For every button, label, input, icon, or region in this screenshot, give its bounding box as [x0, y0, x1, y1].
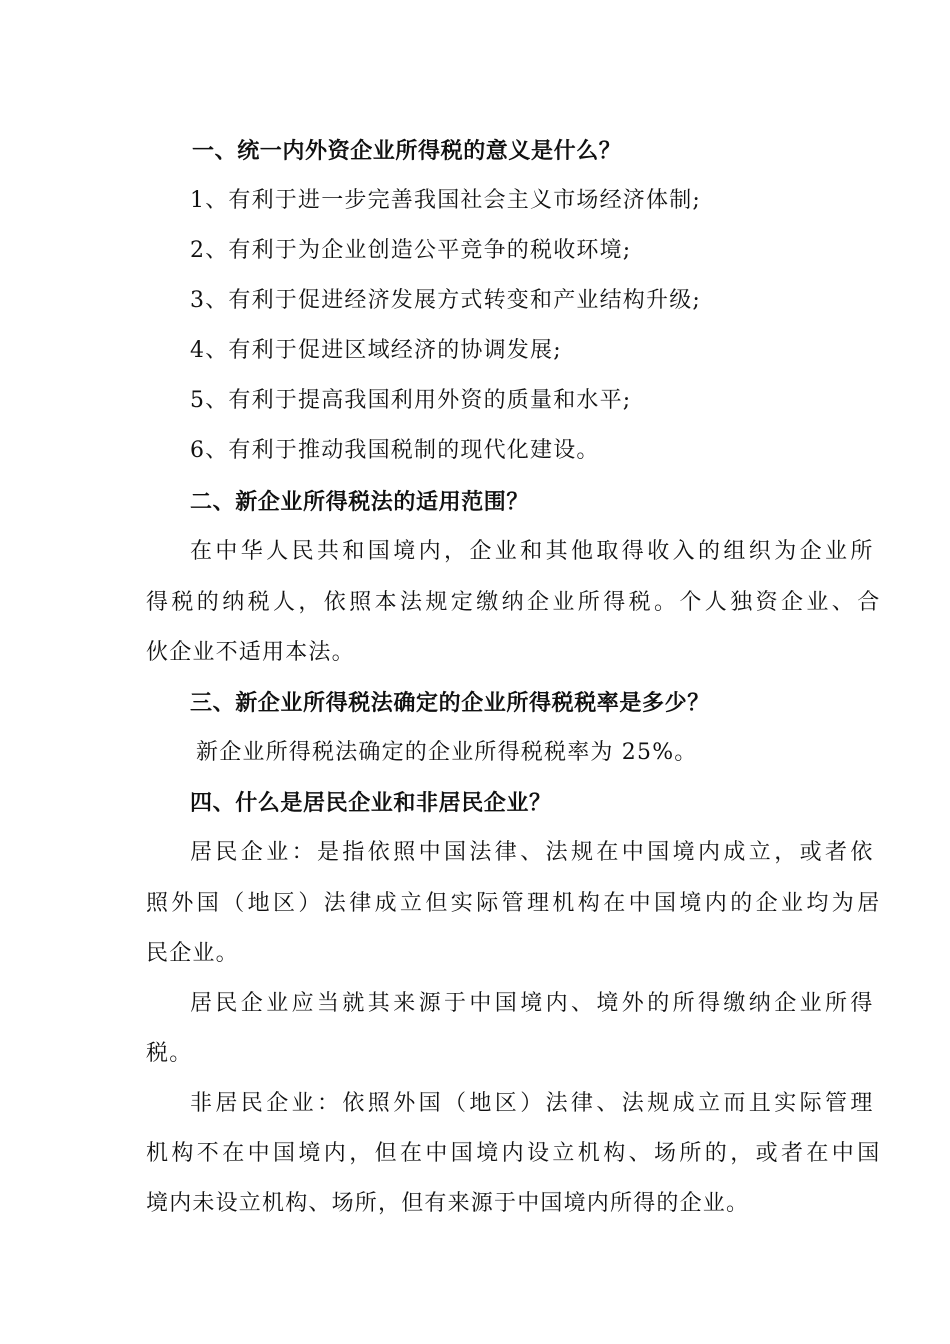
section-1-item-2: 2、有利于为企业创造公平竞争的税收环境; — [190, 238, 632, 263]
section-3-answer: 新企业所得税法确定的企业所得税税率为 25%。 — [196, 740, 698, 765]
section-3-heading: 三、新企业所得税法确定的企业所得税税率是多少？ — [190, 690, 710, 716]
section-1-item-3: 3、有利于促进经济发展方式转变和产业结构升级; — [190, 288, 702, 313]
section-4-p1-line-1: 居民企业：是指依照中国法律、法规在中国境内成立，或者依 — [190, 840, 876, 865]
section-1-item-6: 6、有利于推动我国税制的现代化建设。 — [190, 438, 600, 463]
section-4-p3-line-3: 境内未设立机构、场所，但有来源于中国境内所得的企业。 — [146, 1191, 750, 1216]
section-1-item-5: 5、有利于提高我国利用外资的质量和水平; — [190, 388, 632, 413]
section-2-line-1: 在中华人民共和国境内，企业和其他取得收入的组织为企业所 — [190, 539, 876, 564]
section-2-heading: 二、新企业所得税法的适用范围？ — [190, 489, 530, 515]
section-4-p3-line-2: 机构不在中国境内，但在中国境内设立机构、场所的，或者在中国 — [146, 1141, 883, 1166]
section-4-p1-line-3: 民企业。 — [146, 941, 239, 966]
section-4-p1-line-2: 照外国（地区）法律成立但实际管理机构在中国境内的企业均为居 — [146, 891, 883, 916]
section-4-p2-line-2: 税。 — [146, 1041, 193, 1066]
section-2-line-3: 伙企业不适用本法。 — [146, 640, 355, 665]
section-4-heading: 四、什么是居民企业和非居民企业？ — [190, 790, 552, 816]
section-2-line-2: 得税的纳税人，依照本法规定缴纳企业所得税。个人独资企业、合 — [146, 590, 883, 615]
section-1-heading: 一、统一内外资企业所得税的意义是什么？ — [192, 138, 622, 164]
section-4-p2-line-1: 居民企业应当就其来源于中国境内、境外的所得缴纳企业所得 — [190, 991, 876, 1016]
section-1-item-4: 4、有利于促进区域经济的协调发展; — [190, 338, 562, 363]
section-1-item-1: 1、有利于进一步完善我国社会主义市场经济体制; — [190, 188, 702, 213]
section-4-p3-line-1: 非居民企业：依照外国（地区）法律、法规成立而且实际管理 — [190, 1091, 876, 1116]
